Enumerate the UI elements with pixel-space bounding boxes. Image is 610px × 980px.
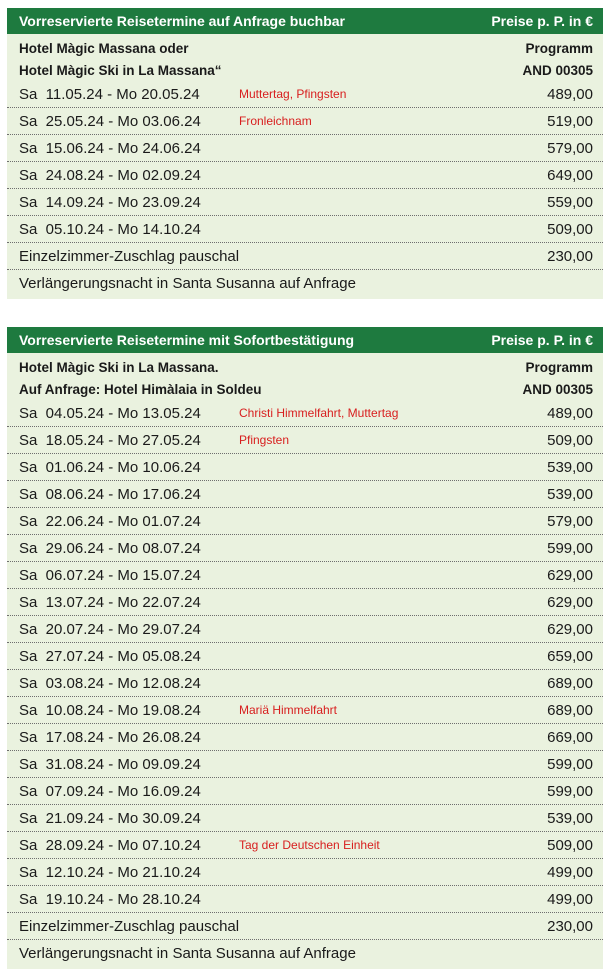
price: 629,00: [547, 593, 593, 611]
program-label: Programm: [525, 41, 593, 57]
price: 509,00: [547, 836, 593, 854]
price: 579,00: [547, 139, 593, 157]
table-row: [7, 216, 603, 243]
date-range: Sa 25.05.24 - Mo 03.06.24: [19, 112, 201, 130]
holiday-note: Fronleichnam: [239, 114, 312, 128]
date-range: Sa 07.09.24 - Mo 16.09.24: [19, 782, 201, 800]
holiday-note: Pfingsten: [239, 433, 290, 447]
date-range: Sa 11.05.24 - Mo 20.05.24: [19, 85, 200, 103]
date-range: Einzelzimmer-Zuschlag pauschal: [19, 247, 240, 265]
date-range: Sa 12.10.24 - Mo 21.10.24: [19, 863, 201, 881]
price: 629,00: [547, 620, 593, 638]
price: 629,00: [547, 566, 593, 584]
date-range: Sa 29.06.24 - Mo 08.07.24: [19, 539, 201, 557]
table-row: [7, 108, 603, 135]
date-range: Einzelzimmer-Zuschlag pauschal: [19, 917, 240, 935]
price: 499,00: [547, 890, 593, 908]
price: 599,00: [547, 782, 593, 800]
date-range: Sa 27.07.24 - Mo 05.08.24: [19, 647, 201, 665]
price: 689,00: [547, 674, 593, 692]
table-row: [7, 616, 603, 643]
holiday-note: Mariä Himmelfahrt: [239, 703, 338, 717]
table-row: [7, 859, 603, 886]
price-table-instant-confirmation: [7, 327, 603, 969]
date-range: Sa 15.06.24 - Mo 24.06.24: [19, 139, 201, 157]
table-header: [7, 327, 603, 353]
table-row: [7, 427, 603, 454]
price: 509,00: [547, 431, 593, 449]
date-range: Sa 19.10.24 - Mo 28.10.24: [19, 890, 201, 908]
price-table-on-request: [7, 8, 603, 299]
hotel-name: Hotel Màgic Ski in La Massana“: [19, 62, 222, 78]
date-range: Sa 28.09.24 - Mo 07.10.24: [19, 836, 201, 854]
table-row: [7, 562, 603, 589]
table-row: [7, 697, 603, 724]
date-range: Sa 06.07.24 - Mo 15.07.24: [19, 566, 201, 584]
price: 649,00: [547, 166, 593, 184]
table-row: [7, 454, 603, 481]
date-range: Sa 17.08.24 - Mo 26.08.24: [19, 728, 201, 746]
table-row: [7, 189, 603, 216]
price: 499,00: [547, 863, 593, 881]
hotel-info-row: [7, 357, 603, 379]
date-range: Verlängerungsnacht in Santa Susanna auf Anfrage: [19, 275, 356, 292]
table-row: [7, 589, 603, 616]
price: 509,00: [547, 220, 593, 238]
date-range: Sa 20.07.24 - Mo 29.07.24: [19, 620, 201, 638]
price: 230,00: [547, 247, 593, 265]
table-row: [7, 81, 603, 108]
table-row: [7, 913, 603, 940]
hotel-name: Auf Anfrage: Hotel Himàlaia in Soldeu: [19, 381, 262, 397]
date-range: Sa 03.08.24 - Mo 12.08.24: [19, 674, 201, 692]
hotel-info-row: [7, 60, 603, 82]
price: 489,00: [547, 404, 593, 422]
date-range: Sa 18.05.24 - Mo 27.05.24: [19, 431, 201, 449]
price: 599,00: [547, 539, 593, 557]
table-title: Vorreservierte Reisetermine auf Anfrage buchbar: [19, 13, 346, 29]
date-range: Sa 14.09.24 - Mo 23.09.24: [19, 193, 201, 211]
table-row: [7, 670, 603, 697]
date-range: Sa 31.08.24 - Mo 09.09.24: [19, 755, 201, 773]
date-range: Sa 10.08.24 - Mo 19.08.24: [19, 701, 201, 719]
price: 489,00: [547, 85, 593, 103]
price: 579,00: [547, 512, 593, 530]
holiday-note: Muttertag, Pfingsten: [239, 87, 347, 101]
price: 669,00: [547, 728, 593, 746]
price: 539,00: [547, 458, 593, 476]
hotel-info-row: [7, 379, 603, 401]
price: 599,00: [547, 755, 593, 773]
table-row: [7, 400, 603, 427]
hotel-name: Hotel Màgic Massana oder: [19, 41, 189, 57]
table-row: [7, 832, 603, 859]
date-range: Sa 24.08.24 - Mo 02.09.24: [19, 166, 201, 184]
price: 559,00: [547, 193, 593, 211]
hotel-info-row: [7, 38, 603, 60]
table-row: [7, 724, 603, 751]
table-title: Vorreservierte Reisetermine mit Sofortbestätigung: [19, 332, 355, 348]
table-row: [7, 535, 603, 562]
date-range: Verlängerungsnacht in Santa Susanna auf Anfrage: [19, 945, 356, 962]
program-code: AND 00305: [522, 62, 593, 78]
table-body: [7, 400, 603, 969]
price: 539,00: [547, 485, 593, 503]
price: 659,00: [547, 647, 593, 665]
table-row: [7, 805, 603, 832]
table-row: [7, 508, 603, 535]
price-column-header: Preise p. P. in €: [491, 13, 593, 29]
holiday-note: Christi Himmelfahrt, Muttertag: [239, 406, 399, 420]
table-row: [7, 940, 603, 967]
table-row: [7, 162, 603, 189]
hotel-name: Hotel Màgic Ski in La Massana.: [19, 360, 219, 376]
table-body: [7, 81, 603, 299]
date-range: Sa 01.06.24 - Mo 10.06.24: [19, 458, 201, 476]
table-row: [7, 751, 603, 778]
date-range: Sa 13.07.24 - Mo 22.07.24: [19, 593, 201, 611]
date-range: Sa 05.10.24 - Mo 14.10.24: [19, 220, 201, 238]
table-row: [7, 270, 603, 297]
program-code: AND 00305: [522, 381, 593, 397]
date-range: Sa 04.05.24 - Mo 13.05.24: [19, 404, 201, 422]
date-range: Sa 21.09.24 - Mo 30.09.24: [19, 809, 201, 827]
table-row: [7, 643, 603, 670]
table-row: [7, 135, 603, 162]
table-header: [7, 8, 603, 34]
table-row: [7, 481, 603, 508]
date-range: Sa 22.06.24 - Mo 01.07.24: [19, 512, 201, 530]
price-column-header: Preise p. P. in €: [491, 332, 593, 348]
table-row: [7, 243, 603, 270]
program-label: Programm: [525, 360, 593, 376]
price: 689,00: [547, 701, 593, 719]
price: 230,00: [547, 917, 593, 935]
price: 539,00: [547, 809, 593, 827]
table-row: [7, 886, 603, 913]
date-range: Sa 08.06.24 - Mo 17.06.24: [19, 485, 201, 503]
table-row: [7, 778, 603, 805]
price: 519,00: [547, 112, 593, 130]
holiday-note: Tag der Deutschen Einheit: [239, 838, 380, 852]
